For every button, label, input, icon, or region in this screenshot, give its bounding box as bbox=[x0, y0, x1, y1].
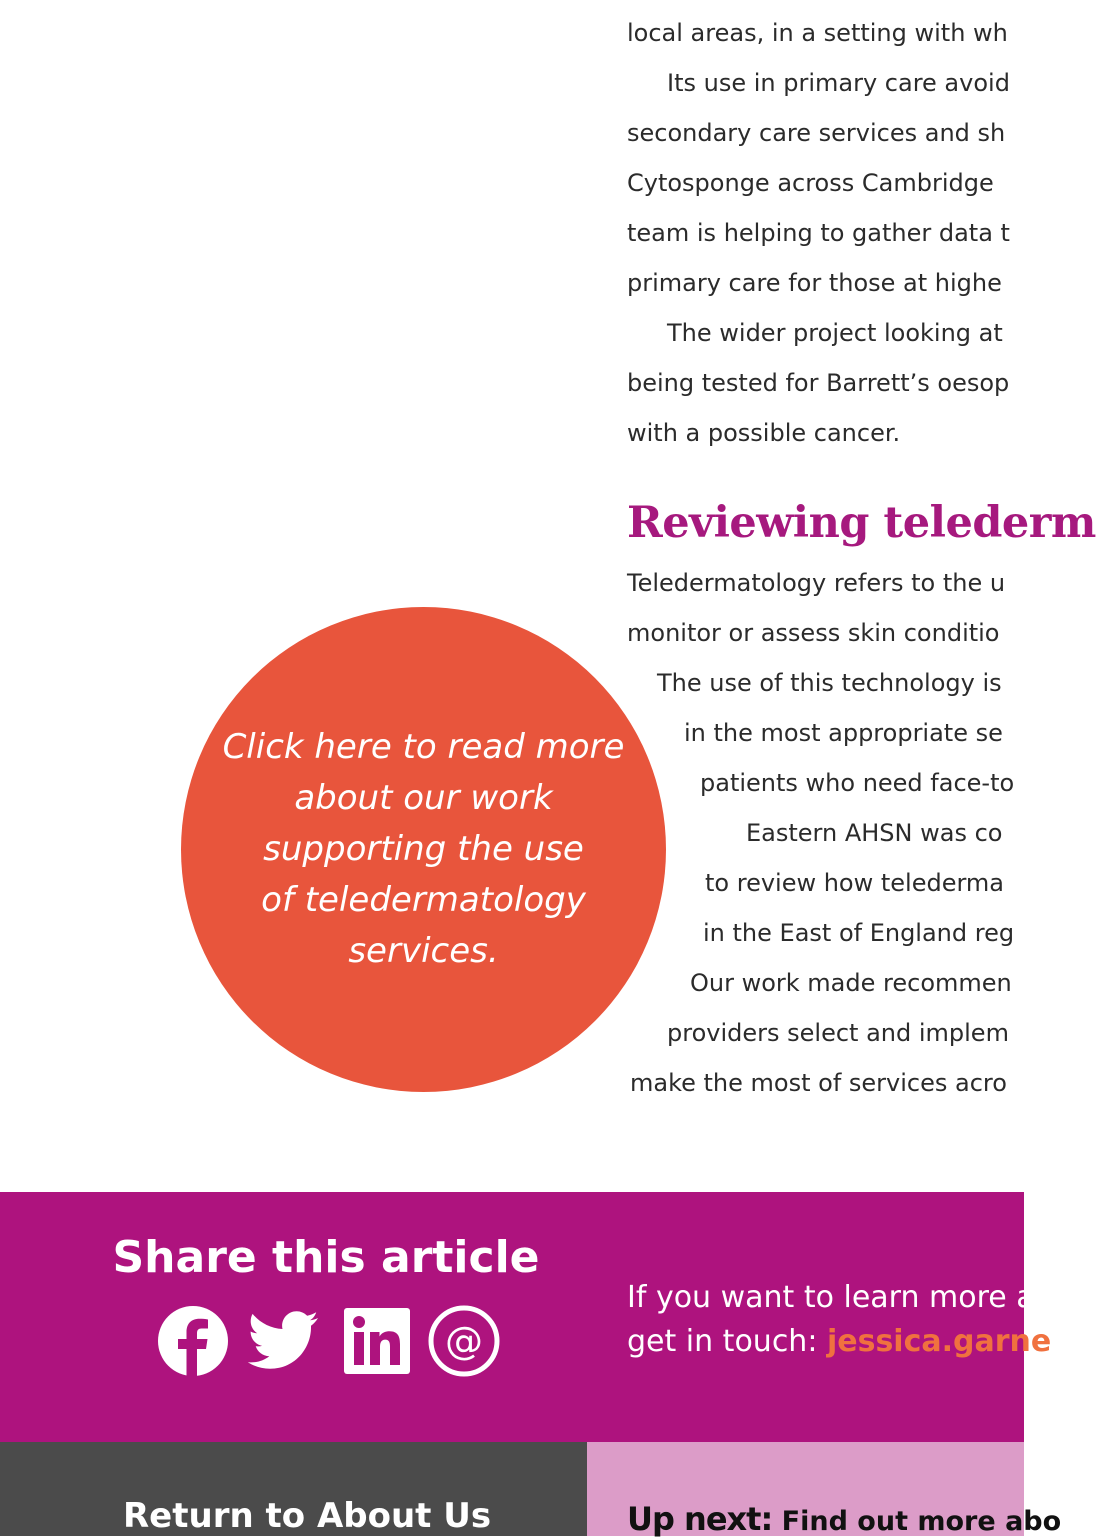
article-line: patients who need face-to bbox=[700, 769, 1015, 797]
article-line: local areas, in a setting with wh bbox=[627, 19, 1008, 47]
up-next-button[interactable] bbox=[587, 1442, 1062, 1538]
return-label: Return to About Us bbox=[123, 1496, 492, 1536]
cta-text-line: supporting the use bbox=[263, 829, 584, 869]
article-line: with a possible cancer. bbox=[627, 419, 901, 447]
contact-prefix: get in touch: bbox=[627, 1324, 827, 1359]
cta-text-line: Click here to read more bbox=[222, 727, 625, 767]
article-column bbox=[627, 0, 1096, 1192]
teledermatology-cta-circle[interactable] bbox=[181, 607, 666, 1092]
cta-text-line: services. bbox=[348, 931, 499, 971]
article-line: Its use in primary care avoid bbox=[667, 69, 1010, 97]
article-line: Cytosponge across Cambridge bbox=[627, 169, 994, 197]
up-next-text: Find out more abo bbox=[772, 1506, 1062, 1537]
article-line: secondary care services and sh bbox=[627, 119, 1006, 147]
article-line: primary care for those at highe bbox=[627, 269, 1002, 297]
up-next-prefix: Up next: bbox=[627, 1500, 773, 1538]
contact-email-link[interactable]: jessica.garne bbox=[826, 1324, 1052, 1359]
article-line: being tested for Barrett’s oesop bbox=[627, 369, 1010, 397]
article-line: The use of this technology is bbox=[657, 669, 1002, 697]
article-line: Eastern AHSN was co bbox=[746, 819, 1003, 847]
linkedin-icon[interactable] bbox=[339, 1303, 415, 1379]
facebook-icon[interactable] bbox=[155, 1303, 231, 1379]
article-line: in the East of England reg bbox=[703, 919, 1015, 947]
section-heading: Reviewing telederm bbox=[627, 498, 1096, 548]
cta-text-line: about our work bbox=[294, 778, 553, 818]
contact-line: If you want to learn more a bbox=[627, 1280, 1035, 1315]
contact-text bbox=[627, 1276, 1052, 1364]
return-to-about-us-button[interactable] bbox=[0, 1442, 587, 1536]
cta-text-line: of teledermatology bbox=[261, 880, 586, 920]
article-line: monitor or assess skin conditio bbox=[627, 619, 1000, 647]
share-title: Share this article bbox=[112, 1232, 540, 1283]
twitter-icon[interactable] bbox=[245, 1303, 321, 1379]
article-line: in the most appropriate se bbox=[684, 719, 1003, 747]
up-next-label bbox=[627, 1500, 1061, 1538]
article-line: team is helping to gather data t bbox=[627, 219, 1010, 247]
article-line: to review how telederma bbox=[705, 869, 1005, 897]
email-icon[interactable] bbox=[426, 1303, 502, 1379]
contact-line bbox=[627, 1320, 1052, 1364]
svg-text:@: @ bbox=[445, 1319, 483, 1363]
article-line: The wider project looking at bbox=[667, 319, 1003, 347]
article-line: Our work made recommen bbox=[690, 969, 1012, 997]
article-line: make the most of services acro bbox=[630, 1069, 1007, 1097]
article-line: Teledermatology refers to the u bbox=[627, 569, 1006, 597]
article-line: providers select and implem bbox=[667, 1019, 1009, 1047]
